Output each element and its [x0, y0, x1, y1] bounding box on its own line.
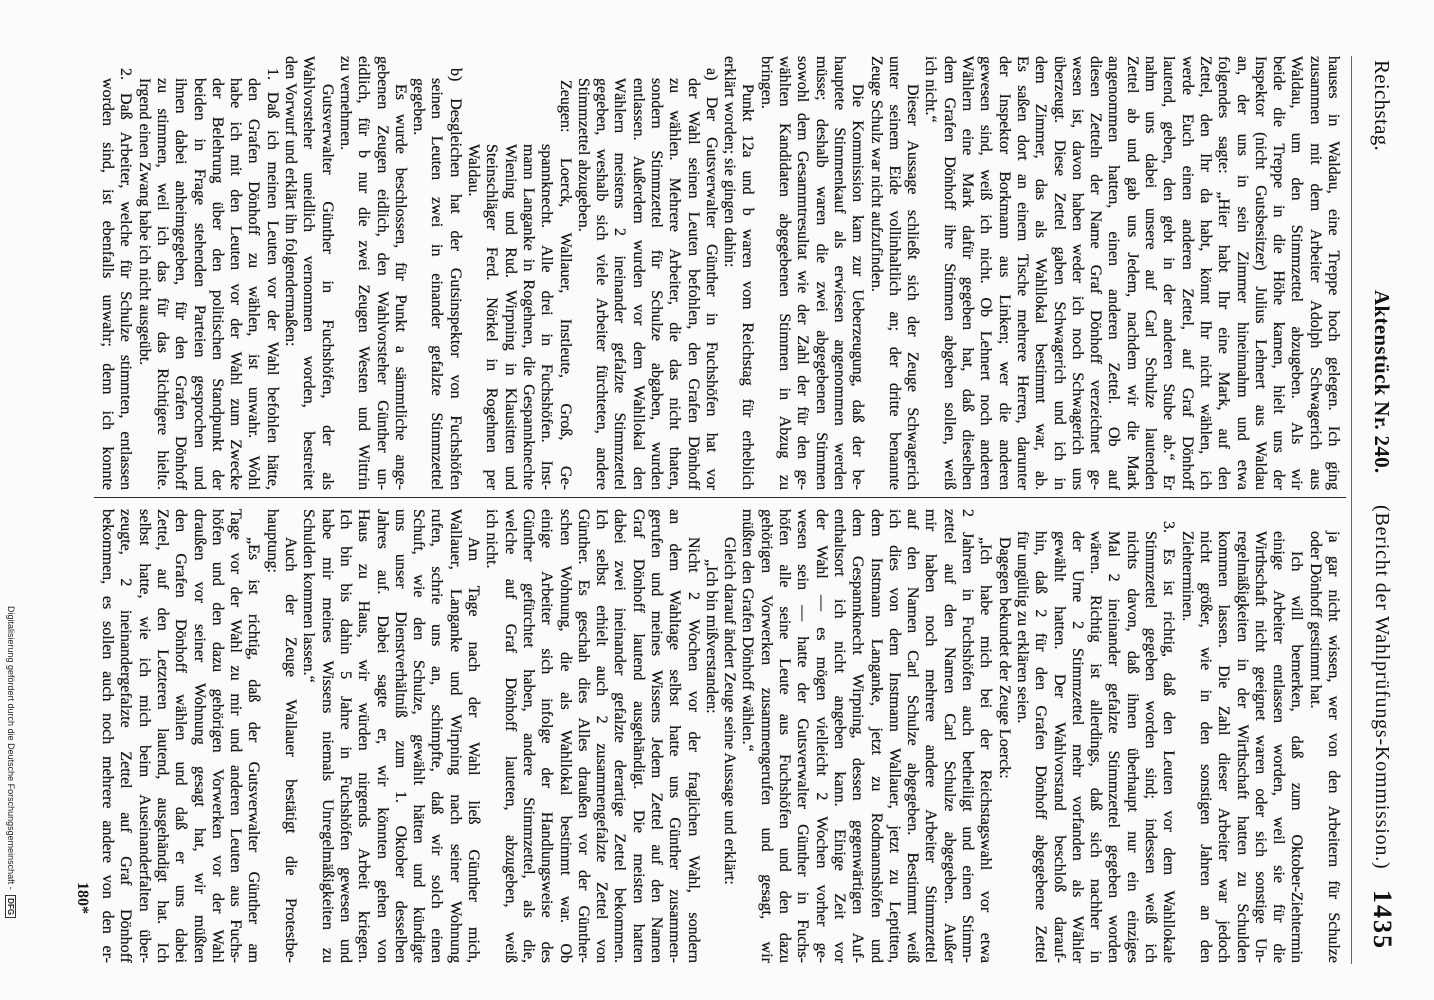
text-line: hin, daß 2 für den Grafen Dönhoff abgegebene Zettel: [1032, 531, 1050, 963]
text-line: Gleich darauf ändert Zeuge seine Aussage und erklärt:: [721, 537, 739, 885]
running-head: Reichstag.: [1370, 60, 1394, 152]
paragraph: [921, 56, 1342, 490]
text-line: der Urne 2 Stimmzettel mehr vorfanden als Wähler: [1068, 531, 1086, 963]
text-line: höfen und den dazu gehörigen Vorwerken vor der Wahl: [208, 509, 226, 963]
text-line: beide die Treppe in die Höhe kamen, hielt uns der: [1270, 56, 1288, 490]
text-line: Zettel, auf den Letzteren lautend, ausgehändigt hat. Ich: [154, 509, 171, 963]
text-line: der Wahl seinen Leuten befohlen, den Grafen Dönhoff: [684, 78, 702, 490]
text-line: an dem Wahltage selbst hatte uns Günther zusammen-: [666, 509, 684, 963]
text-line: ich nicht.“: [922, 56, 940, 123]
text-line: zu stimmen, weil ich das für das Richtigere hielte.: [154, 78, 171, 490]
text-line: mann Langanke in Rogehnen, die Gespannknechte: [519, 144, 537, 490]
text-line: spannknecht. Alle drei in Fuchshöfen. Inst-: [538, 144, 556, 490]
text-line: hauptete Stimmenkauf als erwiesen angenommen werden: [830, 56, 848, 490]
text-line: oder Dönhoff gestimmt hat.: [1306, 531, 1324, 709]
text-line: 1. Daß ich meinen Leuten vor der Wahl befohlen hätte,: [263, 68, 281, 490]
text-line: Auch der Zeuge Wallauer bestätigt die Protestbe-: [282, 537, 300, 963]
paragraph: [134, 56, 280, 490]
text-line: wesen ist, davon haben weder ich noch Schwagerich uns: [1068, 56, 1086, 490]
text-line: „Ich habe mich bei der Reichstagswahl vor etwa: [977, 537, 995, 963]
paragraph: [720, 56, 757, 490]
text-line: dem Gespannknecht Wirpning, dessen gegenwärtigen Auf-: [849, 509, 867, 963]
digitization-footer: [4, 606, 17, 996]
text-line: gegeben, weshalb sich viele Arbeiter fürchteten, andere: [593, 78, 611, 490]
text-line: angenommen hatten, einen anderen Zettel. Ob auf: [1105, 56, 1123, 490]
text-line: b) Desgleichen hat der Gutsinspektor von Fuchshöfen: [446, 68, 464, 490]
text-line: gewählt hatten. Der Wahlvorstand beschloß darauf-: [1050, 531, 1068, 963]
text-line: 2. Daß Arbeiter, welche für Schulze stimmten, entlassen: [117, 68, 135, 490]
text-line: Am Tage nach der Wahl ließ Günther mich,: [465, 537, 483, 963]
text-line: nicht größer, wie in den sonstigen Jahren an den: [1196, 531, 1214, 963]
document-title: Aktenstück Nr. 240.: [1370, 290, 1394, 474]
text-line: Stimmzettel abzugeben.: [574, 78, 592, 232]
text-line: Wirthschaft nicht geeignet waren oder sich sonstige Un-: [1251, 531, 1269, 963]
text-line: Punkt 12a und b waren vom Reichstag für erheblich: [739, 84, 757, 490]
text-line: den Grafen Dönhoff wählen und daß er uns dabei: [172, 509, 190, 963]
paragraph: [574, 56, 720, 490]
text-line: zettel auf den Namen Carl Schulze abgegeben. Außer: [940, 509, 958, 963]
text-line: rufen, schrie uns an, schimpfte, daß wir solch einen: [428, 509, 446, 963]
text-line: Ich selbst erhielt auch 2 zusammengefalzte Zettel von: [593, 509, 611, 963]
text-line: dem Instmann Langanke, jetzt zu Rodmannshöfen und: [867, 509, 885, 963]
text-line: den Grafen Dönhoff zu wählen, ist unwahr. Wohl: [245, 78, 263, 490]
text-line: dabei zwei ineinander gefalzte derartige Zettel bekommen.: [611, 509, 629, 963]
text-line: Die Kommission kam zur Ueberzeugung, daß der be-: [849, 84, 867, 490]
text-line: Ich bin bis dahin 5 Jahre in Fuchshöfen gewesen und: [336, 509, 354, 963]
text-line: wesen sein — hatte der Gutsverwalter Günther in Fuchs-: [794, 509, 812, 963]
text-line: Tage vor der Wahl zu mir und anderen Leuten aus Fuchs-: [227, 509, 245, 963]
paragraph: [702, 509, 720, 963]
text-line: worden sind, ist ebenfalls unwahr; denn ich konnte: [99, 78, 117, 490]
text-line: Günther gefürchtet haben, andere Stimmzettel, als die,: [519, 509, 537, 963]
text-line: Stimmzettel gegeben worden sind; indessen weiß ich: [1142, 531, 1160, 963]
text-line: werde Euch einen anderen Zettel, auf Graf Dönhoff: [1178, 56, 1196, 490]
text-line: hauses in Waldau, eine Treppe hoch gelegen. Ich ging: [1325, 56, 1342, 490]
text-line: Es saßen dort an einem Tische mehrere Herren, darunter: [1013, 56, 1031, 490]
text-line: beiden in Frage stehenden Parteien gesprochen und: [190, 78, 208, 490]
text-line: seinen Leuten zwei in einander gefalzte Stimmzettel: [428, 78, 446, 490]
text-line: Waldau.: [465, 144, 483, 197]
text-line: Zeuge Schulz war nicht aufzufinden.: [867, 56, 885, 292]
text-line: höfen alle seine Leute aus Fuchshöfen und den dazu: [776, 509, 794, 963]
paragraph: [738, 509, 994, 963]
text-line: Inspektor (nicht Gutsbesitzer) Julius Lehnert aus Waldau: [1251, 56, 1269, 490]
signature-mark: 180*: [74, 882, 91, 914]
text-line: Zettel ab und gab uns Jedem, nachdem wir die Mark: [1123, 56, 1141, 490]
text-line: regelmäßigkeiten in der Wirthschaft hatten zu Schulden: [1233, 531, 1251, 963]
text-line: draußen vor seiner Wohnung gesagt hat, wir müßten: [190, 509, 208, 963]
text-line: Günther. Es geschah dies Alles draußen vor der Günther-: [574, 509, 592, 963]
text-line: welche auf Graf Dönhoff lauteten, abzugeben, weiß: [501, 509, 519, 963]
text-line: auf den Namen Carl Schulze abgegeben. Bestimmt weiß: [904, 509, 922, 963]
text-line: der Wahl — es mögen vielleicht 2 Wochen vorher ge-: [812, 509, 830, 963]
text-line: nahm uns dabei unsere auf Carl Schulze lautenden: [1142, 56, 1160, 490]
text-line: lautend, geben, den gebt in der anderen Stube ab.“ Er: [1160, 56, 1178, 490]
text-line: gewesen sind, weiß ich nicht. Ob Lehnert noch anderen: [977, 56, 995, 490]
text-line: hauptung:: [263, 509, 281, 573]
text-line: Zettel, den Ihr da habt, könnt Ihr nicht wählen, ich: [1196, 56, 1214, 490]
text-line: 3. Es ist richtig, daß den Leuten vor dem Wahllokale: [1160, 521, 1178, 963]
text-line: zu vernehmen.: [336, 56, 354, 151]
paragraph: [299, 509, 482, 963]
digitization-note: Digitalisierung gefördert durch die Deutsche Forschungsgemeinschaft -: [6, 606, 16, 890]
text-line: a) Der Gutsverwalter Günther in Fuchshöfen hat vor: [702, 68, 720, 490]
text-line: wären. Richtig ist allerdings, daß sich nachher in: [1087, 531, 1105, 963]
text-line: Mal 2 ineinander gefalzte Stimmzettel gegeben worden: [1105, 531, 1123, 963]
text-line: Haus zu Haus, wir würden nirgends Arbeit kriegen.: [355, 509, 373, 963]
text-line: sowohl dem Gesammtresultat wie der Zahl der für den ge-: [794, 56, 812, 490]
text-line: zusammen mit dem Arbeiter Adolph Schwagerich aus: [1306, 56, 1324, 490]
text-line: schen Wohnung, die als Wahllokal bestimmt war. Ob: [556, 509, 574, 963]
text-line: wählten Kandidaten abgegebenen Stimmen in Abzug zu: [776, 56, 794, 490]
text-line: der Inspektor Borkmann aus Linken; wer die anderen: [995, 56, 1013, 490]
text-line: dem Zimmer, das als Wahllokal bestimmt war, ab.: [1032, 56, 1050, 490]
text-line: diesen Zetteln der Name Graf Dönhoff verzeichnet ge-: [1087, 56, 1105, 490]
text-line: gerufen und meines Wissens Jedem Zettel auf den Namen: [648, 509, 666, 963]
paragraph: [720, 509, 738, 963]
text-line: Gutsverwalter Günther in Fuchshöfen, der als: [318, 84, 336, 490]
text-line: dem Grafen Dönhoff ihre Stimmen abgeben sollen, weiß: [940, 56, 958, 490]
paragraph: [1013, 509, 1178, 963]
text-line: Wählern eine Mark dafür gegeben hat, daß dieselben: [959, 56, 977, 490]
text-line: bekommen, es sollen auch noch mehrere andere von den er-: [99, 509, 117, 963]
text-line: zu wählen. Mehrere Arbeiter, die das nicht thaten,: [666, 78, 684, 490]
text-line: Ich will bemerken, daß zum Oktober-Ziehtermin: [1288, 551, 1306, 963]
text-line: uns unser Dienstverhältniß zum 1. Oktober desselben: [391, 509, 409, 963]
text-line: habe ich mit den Leuten vor der Wahl zum Zwecke: [227, 78, 245, 490]
text-line: Wiening und Rud. Wirpning in Klausitten und: [501, 144, 519, 490]
text-line: folgendes sagte: „Hier habt Ihr eine Mark, auf den: [1215, 56, 1233, 490]
paragraph: [262, 509, 299, 963]
text-line: enthaltsort ich nicht angeben kann. Einige Zeit vor: [830, 509, 848, 963]
text-line: kommen lassen. Die Zahl dieser Arbeiter war jedoch: [1215, 531, 1233, 963]
text-line: Wallauer, Langanke und Wirpning nach seiner Wohnung: [446, 509, 464, 963]
text-line: überzeugt. Diese Zettel gaben Schwagerich und ich in: [1050, 56, 1068, 490]
text-line: ich dies von dem Instmann Wallauer, jetzt zu Leptitten,: [885, 509, 903, 963]
text-line: Es wurde beschlossen, für Punkt a sämmtliche ange-: [391, 84, 409, 490]
paragraph: [866, 56, 921, 490]
paragraph: [98, 56, 135, 490]
paragraph: [464, 56, 574, 490]
text-line: 2 Jahren in Fuchshöfen auch betheiligt und einen Stimm-: [959, 509, 977, 963]
text-line: gebenen Zeugen eidlich, den Wahlvorsteher Günther un-: [373, 56, 391, 490]
text-line: „Ich bin mißverstanden:: [702, 559, 720, 714]
text-line: entlassen. Außerdem wurden vor dem Wahllokal den: [629, 78, 647, 490]
text-line: unter seinem Eide vollinhaltlich an; der dritte benannte: [885, 56, 903, 490]
paragraph: [281, 56, 336, 490]
right-column: [98, 509, 1342, 963]
paragraph: [1177, 509, 1305, 963]
paragraph: [1305, 509, 1342, 963]
text-line: Irgend einen Zwang habe ich nicht ausgeübt.: [135, 78, 153, 366]
text-line: nichts davon, daß ihnen überhaupt nur ein einziges: [1123, 531, 1141, 963]
text-line: einige Arbeiter entlassen worden, weil sie für die: [1270, 531, 1288, 963]
text-line: den Vorwurf und erklärt ihn folgendermaßen:: [282, 56, 300, 347]
paragraph: [757, 56, 867, 490]
left-column: [98, 56, 1342, 490]
text-line: der Belehrung über den politischen Standpunkt der: [208, 78, 226, 490]
text-line: einige Arbeiter sich infolge der Handlungsweise des: [538, 509, 556, 963]
text-line: Zeugen: Loerck, Wallauer, Instleute, Groß, Ge-: [556, 80, 574, 490]
paragraph: [482, 509, 702, 963]
paragraph: [98, 509, 263, 963]
text-line: Waldau, um den Stimmzettel abzugeben. Als wir: [1288, 56, 1306, 490]
text-line: mir haben noch mehrere andere Arbeiter Stimmzettel: [922, 509, 940, 963]
column-divider: [94, 497, 1346, 498]
text-line: erklärt worden; sie gingen dahin:: [721, 56, 739, 268]
text-line: ich nicht.: [483, 509, 501, 569]
text-line: ihnen dabei anheimgegeben, für den Grafen Dönhoff: [172, 78, 190, 490]
text-line: gehörigen Vorwerken zusammengerufen und gesagt, wir: [757, 509, 775, 963]
text-line: müßten den Grafen Dönhoff wählen.“: [739, 509, 757, 752]
text-line: Ziehterminen.: [1178, 531, 1196, 622]
paragraph: [336, 56, 409, 490]
page-number: 1435: [1368, 890, 1397, 950]
text-line: Steinschläger Ferd. Nörkel in Rogehnen per: [483, 144, 501, 490]
text-line: Dagegen bekundet der Zeuge Loerck:: [995, 537, 1013, 779]
text-line: ja gar nicht wissen, wer von den Arbeitern für Schulze: [1325, 531, 1342, 963]
text-line: selbst hatte, wie ich mich beim Auseinanderfalten über-: [135, 509, 153, 963]
text-line: Dieser Aussage schließt sich der Zeuge Schwagerich: [904, 84, 922, 490]
document-subtitle: (Bericht der Wahlprüfungs-Kommission.): [1371, 505, 1393, 870]
text-line: für ungültig zu erklären seien.: [1013, 531, 1031, 724]
text-line: „Es ist richtig, daß der Gutsverwalter Günther am: [245, 537, 263, 963]
text-line: Nicht 2 Wochen vor der fraglichen Wahl, sondern: [684, 537, 702, 963]
text-line: Wahlvorsteher uneidlich vernommen worden, bestreitet: [300, 56, 318, 490]
text-line: sondern Stimmzettel für Schulze abgaben, wurden: [648, 78, 666, 490]
text-line: zeugte, 2 ineinandergefalzte Zettel auf Graf Dönhoff: [117, 509, 135, 963]
paragraph: [409, 56, 464, 490]
text-line: Graf Dönhoff lautend ausgehändigt. Die meisten hatten: [629, 509, 647, 963]
dfg-logo: DFG: [5, 895, 16, 918]
text-line: Jahres auf. Dabei sagte er, wir könnten gehen von: [373, 509, 391, 963]
text-line: Schuft, wie den Schulze, gewählt hätten und kündigte: [410, 509, 428, 963]
text-line: müsse; deshalb waren die zwei abgegebenen Stimmen: [812, 56, 830, 490]
paragraph: [994, 509, 1012, 963]
text-line: bringen.: [757, 56, 775, 109]
text-line: an, der uns in sein Zimmer hineinnahm und etwa: [1233, 56, 1251, 490]
text-line: habe mir meines Wissens niemals Unregelmäßigkeiten zu: [318, 509, 336, 963]
header-rule: [1351, 56, 1352, 964]
text-line: Wählern meistens 2 ineinander gefalzte Stimmzettel: [611, 78, 629, 490]
text-line: eidlich, für b nur die zwei Zeugen Westen und Wittrin: [355, 56, 373, 490]
text-line: gegeben.: [410, 78, 428, 136]
text-line: Schulden kommen lassen.“: [300, 509, 318, 683]
